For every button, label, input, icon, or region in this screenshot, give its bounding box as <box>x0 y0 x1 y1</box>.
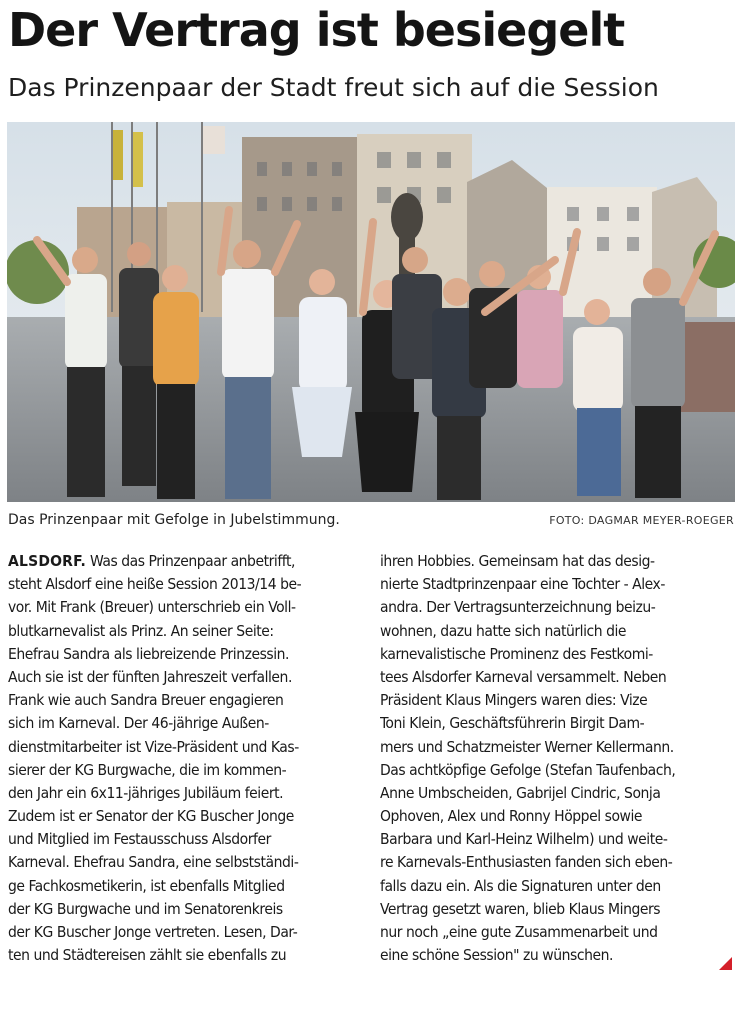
text-line: andra. Der Vertragsunterzeichnung beizu- <box>380 598 656 617</box>
text-line: eine schöne Session" zu wünschen. <box>380 946 613 965</box>
dateline: ALSDORF. <box>8 552 87 570</box>
text-line: Barbara und Karl-Heinz Wilhelm) und weite- <box>380 830 668 849</box>
text-line: der KG Buscher Jonge vertreten. Lesen, Dar- <box>8 923 298 941</box>
text-line: Auch sie ist der fünften Jahreszeit verfallen. <box>8 667 292 686</box>
text-line: nur noch „eine gute Zusammenarbeit und <box>380 923 658 941</box>
article-photo <box>7 122 735 502</box>
text-line: nierte Stadtprinzenpaar eine Tochter - Alex- <box>380 575 665 594</box>
text-line: Zudem ist er Senator der KG Buscher Jonge <box>8 807 294 826</box>
text-line: der KG Burgwache und im Senatorenkreis <box>8 899 283 918</box>
text-line: Toni Klein, Geschäftsführerin Birgit Dam- <box>380 714 645 733</box>
text-line: re Karnevals-Enthusiasten fanden sich eben- <box>380 853 673 872</box>
text-line: Das achtköpfige Gefolge (Stefan Taufenbach, <box>380 760 676 779</box>
text-line: karnevalistische Prominenz des Festkomi- <box>380 644 653 663</box>
text-line: mers und Schatzmeister Werner Kellermann. <box>380 737 674 756</box>
photo-flag <box>203 126 225 154</box>
text-line: ten und Städtereisen zählt sie ebenfalls zu <box>8 946 287 965</box>
text-line: blutkarnevalist als Prinz. An seiner Seite: <box>8 621 274 640</box>
text-line: ihren Hobbies. Gemeinsam hat das desig- <box>380 552 655 570</box>
text-line-rest: Was das Prinzenpaar anbetrifft, <box>86 552 295 570</box>
text-line: sich im Karneval. Der 46-jährige Außen- <box>8 714 269 733</box>
text-line: Ophoven, Alex und Ronny Höppel sowie <box>380 807 643 826</box>
article-column-right <box>380 550 728 967</box>
photo-credit: FOTO: DAGMAR MEYER-ROEGER <box>549 514 734 527</box>
text-line: wohnen, dazu hatte sich natürlich die <box>380 621 627 640</box>
subheadline: Das Prinzenpaar der Stadt freut sich auf die Session <box>8 73 659 102</box>
text-line: Anne Umbscheiden, Gabrijel Cindric, Sonja <box>380 783 661 802</box>
photo-caption: Das Prinzenpaar mit Gefolge in Jubelstimmung. <box>8 512 340 528</box>
text-line: Präsident Klaus Mingers waren dies: Vize <box>380 691 648 710</box>
text-line: dienstmitarbeiter ist Vize-Präsident und Kas- <box>8 737 299 756</box>
photo-flag <box>133 132 143 187</box>
text-line: Frank wie auch Sandra Breuer engagieren <box>8 691 284 710</box>
text-line: Vertrag gesetzt waren, blieb Klaus Mingers <box>380 899 661 918</box>
text-line <box>8 550 356 573</box>
photo-illustration <box>7 122 735 502</box>
text-line: Ehefrau Sandra als liebreizende Prinzessin. <box>8 644 290 663</box>
text-line: steht Alsdorf eine heiße Session 2013/14 be- <box>8 575 302 594</box>
text-line: falls dazu ein. Als die Signaturen unter den <box>380 876 661 895</box>
headline: Der Vertrag ist besiegelt <box>8 3 625 57</box>
text-line: ge Fachkosmetikerin, ist ebenfalls Mitglied <box>8 876 285 895</box>
article-column-left <box>8 550 356 967</box>
text-line: sierer der KG Burgwache, die im kommen- <box>8 760 287 779</box>
text-line: vor. Mit Frank (Breuer) unterschrieb ein Voll- <box>8 598 296 617</box>
text-line: Karneval. Ehefrau Sandra, eine selbstständi- <box>8 853 299 872</box>
photo-statue <box>391 193 423 241</box>
text-line: den Jahr ein 6x11-jähriges Jubiläum feiert. <box>8 783 284 802</box>
text-line: tees Alsdorfer Karneval versammelt. Neben <box>380 667 667 686</box>
text-line: und Mitglied im Festausschuss Alsdorfer <box>8 830 271 849</box>
photo-flag <box>113 130 123 180</box>
red-triangle-end-mark-icon <box>719 957 732 970</box>
